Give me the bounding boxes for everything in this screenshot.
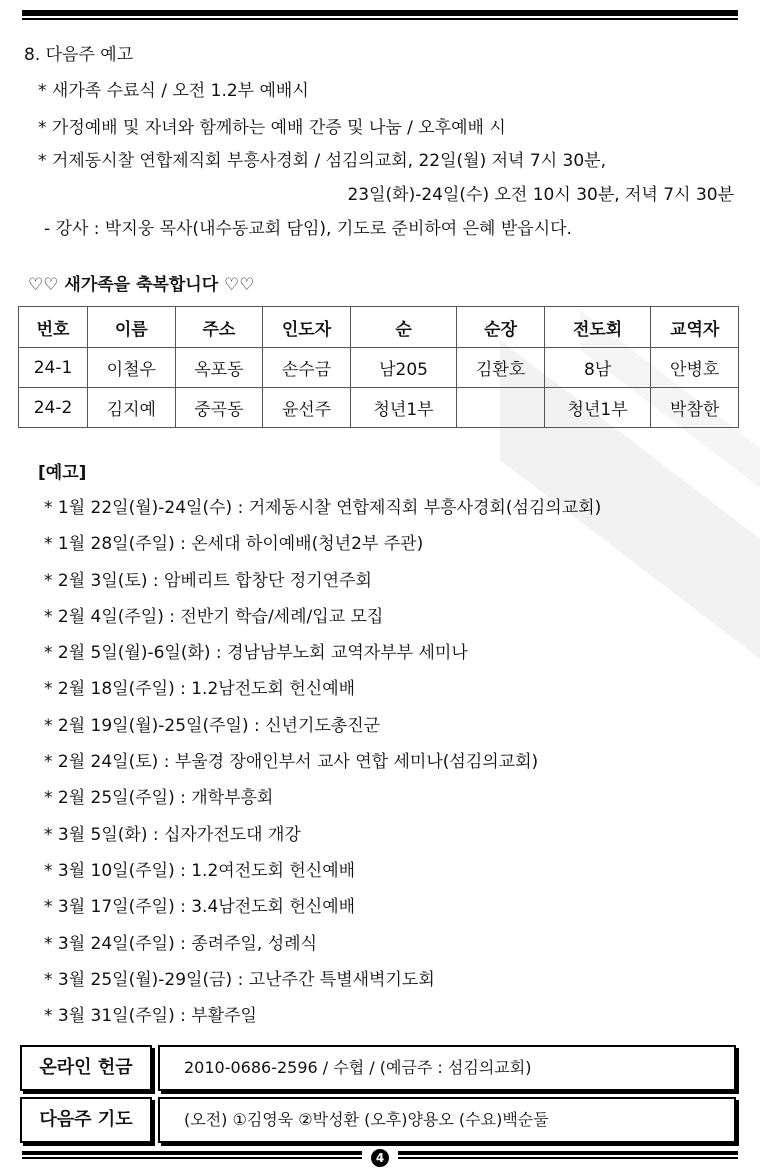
next-week-prayer-value-box (158, 1097, 736, 1143)
table-cell: 박참한 (651, 388, 739, 428)
notice-item: * 2월 4일(주일) : 전반기 학습/세례/입교 모집 (44, 606, 384, 627)
header-cell: 교역자 (651, 307, 739, 348)
new-family-title: ♡♡ 새가족을 축복합니다 ♡♡ (28, 275, 255, 295)
table-cell (457, 388, 545, 428)
header-cell: 주소 (175, 307, 263, 348)
next-week-item: * 가정예배 및 자녀와 함께하는 예배 간증 및 나눔 / 오후예배 시 (38, 118, 506, 138)
notice-item: * 3월 17일(주일) : 3.4남전도회 헌신예배 (44, 897, 356, 918)
header-cell: 순장 (457, 307, 545, 348)
header-cell: 전도회 (544, 307, 650, 348)
table-cell: 윤선주 (263, 388, 351, 428)
header-cell: 인도자 (263, 307, 351, 348)
online-offering-value-box (158, 1045, 736, 1091)
bottom-border (22, 1149, 738, 1167)
table-cell: 중곡동 (175, 388, 263, 428)
table-cell: 김지예 (87, 388, 175, 428)
table-header-row (19, 307, 739, 348)
new-family-table (18, 306, 739, 428)
notice-item: * 3월 10일(주일) : 1.2여전도회 헌신예배 (44, 860, 356, 881)
table-cell: 24-2 (19, 388, 88, 428)
notice-item: * 2월 25일(주일) : 개학부흥회 (44, 788, 274, 809)
notice-item: * 2월 5일(월)-6일(화) : 경남남부노회 교역자부부 세미나 (44, 643, 468, 664)
notice-item: * 3월 31일(주일) : 부활주일 (44, 1006, 257, 1027)
table-cell: 청년1부 (544, 388, 650, 428)
notice-item: * 2월 24일(토) : 부울경 장애인부서 교사 연합 세미나(섬김의교회) (44, 752, 539, 773)
notice-item: * 2월 3일(토) : 암베리트 합창단 정기연주회 (44, 570, 372, 591)
header-cell: 번호 (19, 307, 88, 348)
table-cell: 손수금 (263, 348, 351, 388)
table-cell: 이철우 (87, 348, 175, 388)
notice-item: * 2월 19일(월)-25일(주일) : 신년기도총진군 (44, 715, 381, 736)
header-cell: 이름 (87, 307, 175, 348)
notices-title: [예고] (38, 463, 87, 483)
notices-list (44, 490, 601, 1034)
online-offering-label: 온라인 헌금 (20, 1045, 152, 1091)
next-week-prayer-label: 다음주 기도 (20, 1097, 152, 1143)
table-cell: 8남 (544, 348, 650, 388)
header-cell: 순 (350, 307, 456, 348)
notice-item: * 3월 24일(주일) : 종려주일, 성례식 (44, 933, 318, 954)
speaker-note: - 강사 : 박지웅 목사(내수동교회 담임), 기도로 준비하여 은혜 받읍시다. (44, 219, 572, 239)
table-row (19, 348, 739, 388)
section-title-next-week: 8. 다음주 예고 (24, 45, 134, 65)
page-number: 4 (371, 1149, 389, 1167)
notice-item: * 1월 22일(월)-24일(수) : 거제동시찰 연합제직회 부흥사경회(섬김의교회) (44, 498, 602, 518)
table-cell: 청년1부 (350, 388, 456, 428)
table-cell: 24-1 (19, 348, 88, 388)
next-week-item-continued: 23일(화)-24일(수) 오전 10시 30분, 저녁 7시 30분 (347, 185, 734, 205)
notice-item: * 2월 18일(주일) : 1.2남전도회 헌신예배 (44, 679, 356, 700)
next-week-item: * 거제동시찰 연합제직회 부흥사경회 / 섬김의교회, 22일(월) 저녁 7시 30분, (38, 151, 606, 171)
notice-item: * 3월 25일(월)-29일(금) : 고난주간 특별새벽기도회 (44, 969, 435, 990)
online-offering-account: 2010-0686-2596 / 수협 / (예금주 : 섬김의교회) (184, 1058, 532, 1077)
notice-item: * 3월 5일(화) : 십자가전도대 개강 (44, 824, 301, 845)
table-cell: 김환호 (457, 348, 545, 388)
table-row (19, 388, 739, 428)
top-border (22, 10, 738, 20)
next-week-prayer-names: (오전) ①김영욱 ②박성환 (오후)양용오 (수요)백순둘 (184, 1110, 549, 1129)
next-week-item: * 새가족 수료식 / 오전 1.2부 예배시 (38, 81, 309, 101)
table-cell: 옥포동 (175, 348, 263, 388)
notice-item: * 1월 28일(주일) : 온세대 하이예배(청년2부 주관) (44, 534, 424, 555)
table-cell: 남205 (350, 348, 456, 388)
table-cell: 안병호 (651, 348, 739, 388)
